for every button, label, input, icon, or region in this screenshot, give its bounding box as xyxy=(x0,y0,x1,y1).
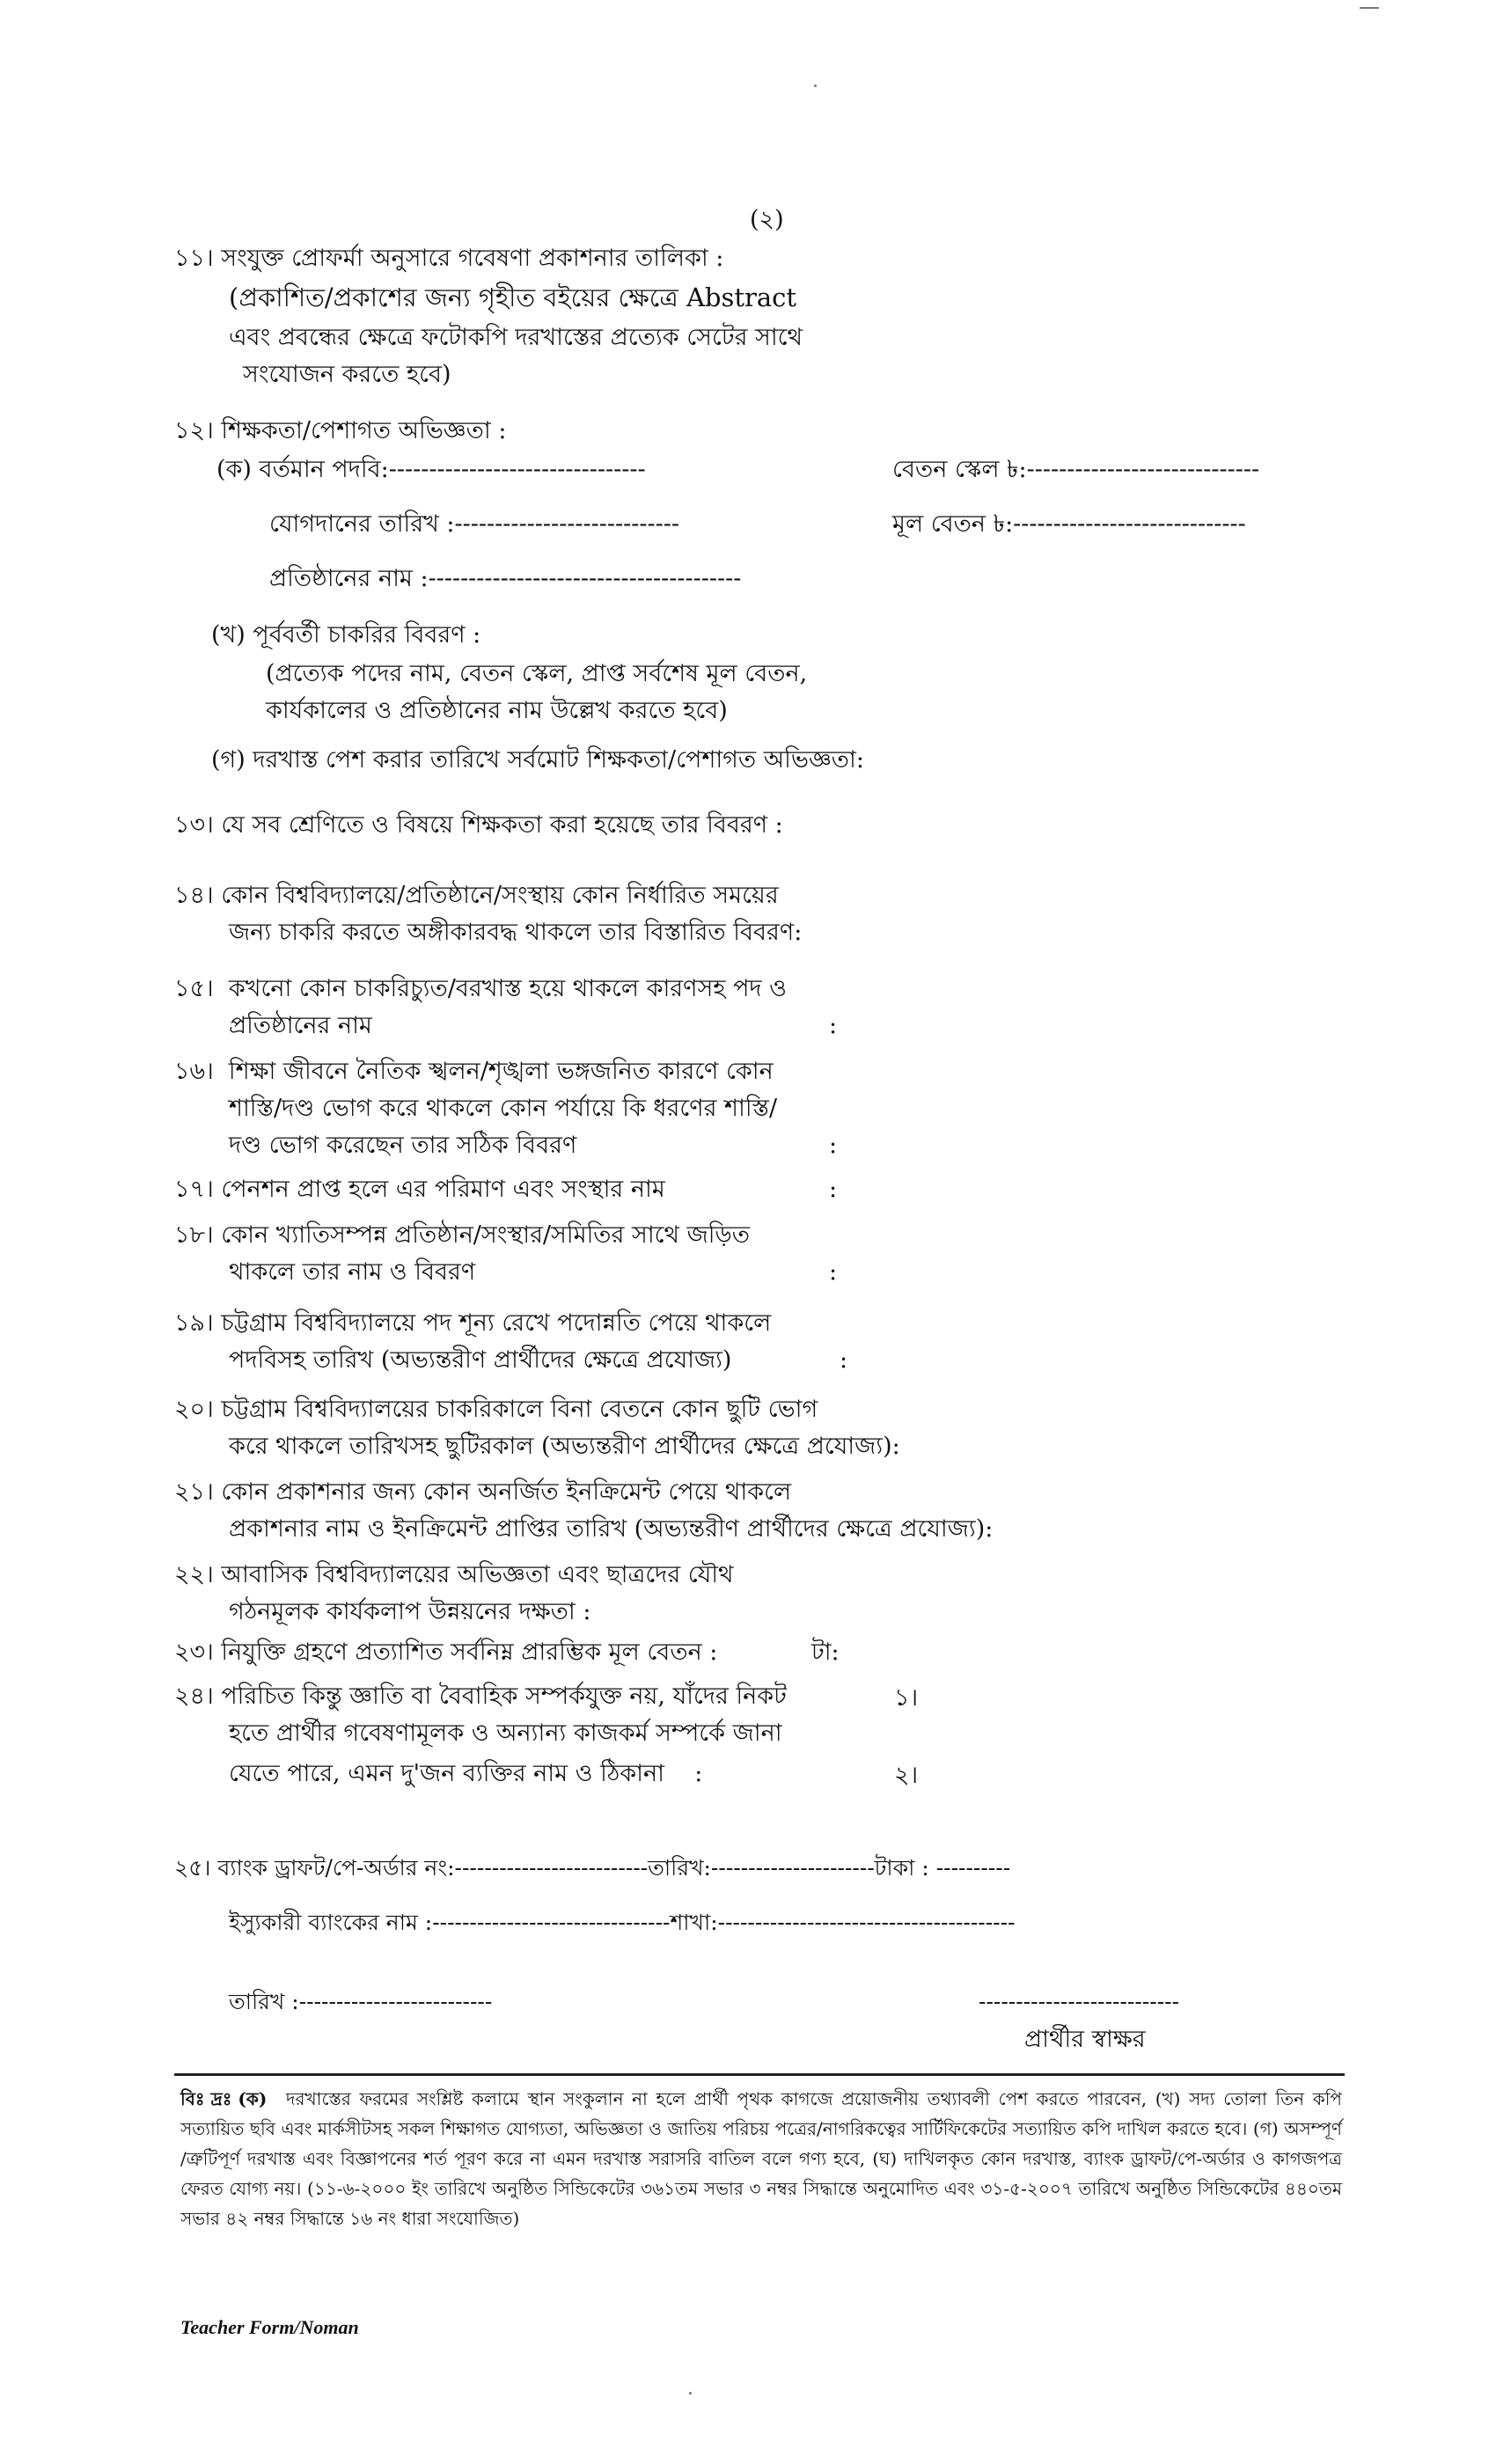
item-22-line-1: ২২। আবাসিক বিশ্ববিদ্যালয়ের অভিজ্ঞতা এবং ছাত্রদের যৌথ xyxy=(174,1561,734,1588)
item-19-line-1: ১৯। চট্টগ্রাম বিশ্ববিদ্যালয়ে পদ শূন্য রেখে পদোন্নতি পেয়ে থাকলে xyxy=(174,1309,772,1337)
page-number: (২) xyxy=(750,206,784,233)
item-20-line-1: ২০। চট্টগ্রাম বিশ্ববিদ্যালয়ের চাকরিকালে বিনা বেতনে কোন ছুটি ভোগ xyxy=(174,1396,818,1423)
item-21-line-2: প্রকাশনার নাম ও ইনক্রিমেন্ট প্রাপ্তির তারিখ (অভ্যন্তরীণ প্রার্থীদের ক্ষেত্রে প্রযোজ্য): xyxy=(229,1515,994,1543)
signature-label: প্রার্থীর স্বাক্ষর xyxy=(1024,2026,1146,2053)
item-16-line-3: দণ্ড ভোগ করেছেন তার সঠিক বিবরণ xyxy=(229,1132,577,1159)
reference-1-label: ১। xyxy=(894,1684,919,1712)
previous-jobs-note-1: (প্রত্যেক পদের নাম, বেতন স্কেল, প্রাপ্ত সর্বশেষ মূল বেতন, xyxy=(266,660,808,687)
basic-pay-field: মূল বেতন ৳:----------------------------- xyxy=(892,510,1246,538)
item-24-line-2: হতে প্রার্থীর গবেষণামূলক ও অন্যান্য কাজকর্ম সম্পর্কে জানা xyxy=(229,1720,782,1747)
previous-jobs-note-2: কার্যকালের ও প্রতিষ্ঠানের নাম উল্লেখ করতে হবে) xyxy=(266,697,728,724)
joining-date-field: যোগদানের তারিখ :---------------------------- xyxy=(269,510,679,538)
item-15-colon: : xyxy=(829,1012,838,1039)
item-14-line-1: ১৪। কোন বিশ্ববিদ্যালয়ে/প্রতিষ্ঠানে/সংস্থায় কোন নির্ধারিত সময়ের xyxy=(174,882,779,909)
note-label: বিঃ দ্রঃ (ক) xyxy=(180,2088,268,2109)
item-11-note-3: সংযোজন করতে হবে) xyxy=(243,361,451,388)
item-24-line-3: যেতে পারে, এমন দু'জন ব্যক্তির নাম ও ঠিকানা : xyxy=(229,1760,703,1787)
footer-signature: Teacher Form/Noman xyxy=(180,2316,359,2338)
current-post-field: (ক) বর্তমান পদবি:-------------------------------- xyxy=(216,456,646,483)
item-18-line-2: থাকলে তার নাম ও বিবরণ xyxy=(229,1258,476,1286)
total-experience-field: (গ) দরখাস্ত পেশ করার তারিখে সর্বমোট শিক্ষকতা/পেশাগত অভিজ্ঞতা: xyxy=(211,746,864,774)
item-19-colon: : xyxy=(840,1346,848,1374)
item-16-line-1: ১৬। শিক্ষা জীবনে নৈতিক স্খলন/শৃঙ্খলা ভঙ্গজনিত কারণে কোন xyxy=(174,1058,774,1085)
item-23: ২৩। নিযুক্তি গ্রহণে প্রত্যাশিত সর্বনিম্ন প্রারম্ভিক মূল বেতন : xyxy=(174,1639,718,1666)
scan-speck xyxy=(1360,7,1379,9)
date-field: তারিখ :-------------------------- xyxy=(229,1989,493,2014)
note-text: দরখাস্তের ফরমের সংশ্লিষ্ট কলামে স্থান সংকুলান না হলে প্রার্থী পৃথক কাগজে প্রয়োজনীয় তথ্যাবলী পেশ করতে পারবেন, (খ) সদ্য তোলা তিন কপি সত্যায়িত ছবি এবং মার্কসীটসহ সকল শিক্ষাগত যোগ্যতা, অভিজ্ঞতা ও জাতিয় পরিচয় পত্রের/নাগরিকত্বের সার্টিফিকেটের সত্যায়িত কপি দাখিল করতে হবে। (গ) অসম্পূর্ণ /ত্রুটিপূর্ণ দরখাস্ত এবং বিজ্ঞাপনের শর্ত পূরণ করে না এমন দরখাস্ত সরাসরি বাতিল বলে গণ্য হবে, (ঘ) দাখিলকৃত কোন দরখাস্ত, ব্যাংক ড্রাফট/পে-অর্ডার ও কাগজপত্র ফেরত যোগ্য নয়। (১১-৬-২০০০ ইং তারিখে অনুষ্ঠিত সিন্ডিকেটের ৩৬১তম সভার ৩ নম্বর সিদ্ধান্তে অনুমোদিত এবং ৩১-৫-২০০৭ তারিখে অনুষ্ঠিত সিন্ডিকেটের ৪৪০তম সভার ৪২ নম্বর সিদ্ধান্তে ১৬ নং ধারা সংযোজিত) xyxy=(180,2088,1342,2229)
item-13: ১৩। যে সব শ্রেণিতে ও বিষয়ে শিক্ষকতা করা হয়েছে তার বিবরণ : xyxy=(174,811,783,839)
separator-line xyxy=(174,2073,1345,2076)
item-16-line-2: শাস্তি/দণ্ড ভোগ করে থাকলে কোন পর্যায়ে কি ধরণের শাস্তি/ xyxy=(229,1095,778,1122)
previous-jobs-heading: (খ) পূর্ববর্তী চাকরির বিবরণ : xyxy=(211,621,481,649)
item-11-heading: ১১। সংযুক্ত প্রোফর্মা অনুসারে গবেষণা প্রকাশনার তালিকা : xyxy=(174,245,724,272)
issuing-bank-field: ইস্যুকারী ব্যাংকের নাম :--------------------------------শাখা:---------------------------------------- xyxy=(229,1910,1016,1935)
bank-draft-field: ২৫। ব্যাংক ড্রাফট/পে-অর্ডার নং:--------------------------তারিখ:----------------------টাকা : ---------- xyxy=(174,1855,1011,1881)
item-14-line-2: জন্য চাকরি করতে অঙ্গীকারবদ্ধ থাকলে তার বিস্তারিত বিবরণ: xyxy=(229,919,803,946)
institution-field: প্রতিষ্ঠানের নাম :--------------------------------------- xyxy=(269,565,742,592)
item-11-note-1: (প্রকাশিত/প্রকাশের জন্য গৃহীত বইয়ের ক্ষেত্রে Abstract xyxy=(229,282,797,312)
item-11-note-2: এবং প্রবন্ধের ক্ষেত্রে ফটোকপি দরখাস্তের প্রত্যেক সেটের সাথে xyxy=(229,324,803,351)
item-22-line-2: গঠনমূলক কার্যকলাপ উন্নয়নের দক্ষতা : xyxy=(229,1598,591,1625)
item-15-line-2: প্রতিষ্ঠানের নাম xyxy=(229,1012,372,1039)
item-15-line-1: ১৫। কখনো কোন চাকরিচ্যুত/বরখাস্ত হয়ে থাকলে কারণসহ পদ ও xyxy=(174,975,788,1002)
item-17: ১৭। পেনশন প্রাপ্ত হলে এর পরিমাণ এবং সংস্থার নাম xyxy=(174,1176,665,1203)
item-21-line-1: ২১। কোন প্রকাশনার জন্য কোন অনর্জিত ইনক্রিমেন্ট পেয়ে থাকলে xyxy=(174,1478,792,1506)
item-18-colon: : xyxy=(829,1258,838,1286)
item-16-colon: : xyxy=(829,1132,838,1159)
item-18-line-1: ১৮। কোন খ্যাতিসম্পন্ন প্রতিষ্ঠান/সংস্থার/সমিতির সাথে জড়িত xyxy=(174,1221,750,1249)
item-17-colon: : xyxy=(829,1176,838,1203)
item-19-line-2: পদবিসহ তারিখ (অভ্যন্তরীণ প্রার্থীদের ক্ষেত্রে প্রযোজ্য) xyxy=(229,1346,732,1374)
scan-speck xyxy=(814,84,817,87)
item-20-line-2: করে থাকলে তারিখসহ ছুটিরকাল (অভ্যন্তরীণ প্রার্থীদের ক্ষেত্রে প্রযোজ্য): xyxy=(229,1433,900,1460)
item-23-currency: টা: xyxy=(811,1639,840,1666)
item-12-heading: ১২। শিক্ষকতা/পেশাগত অভিজ্ঞতা : xyxy=(174,417,507,444)
item-24-line-1: ২৪। পরিচিত কিন্তু জ্ঞাতি বা বৈবাহিক সম্পর্কযুক্ত নয়, যাঁদের নিকট xyxy=(174,1683,787,1710)
reference-2-label: ২। xyxy=(894,1762,919,1789)
pay-scale-field: বেতন স্কেল ৳:----------------------------- xyxy=(892,456,1260,483)
signature-line: --------------------------- xyxy=(979,1989,1180,2014)
scan-speck xyxy=(689,2392,692,2394)
